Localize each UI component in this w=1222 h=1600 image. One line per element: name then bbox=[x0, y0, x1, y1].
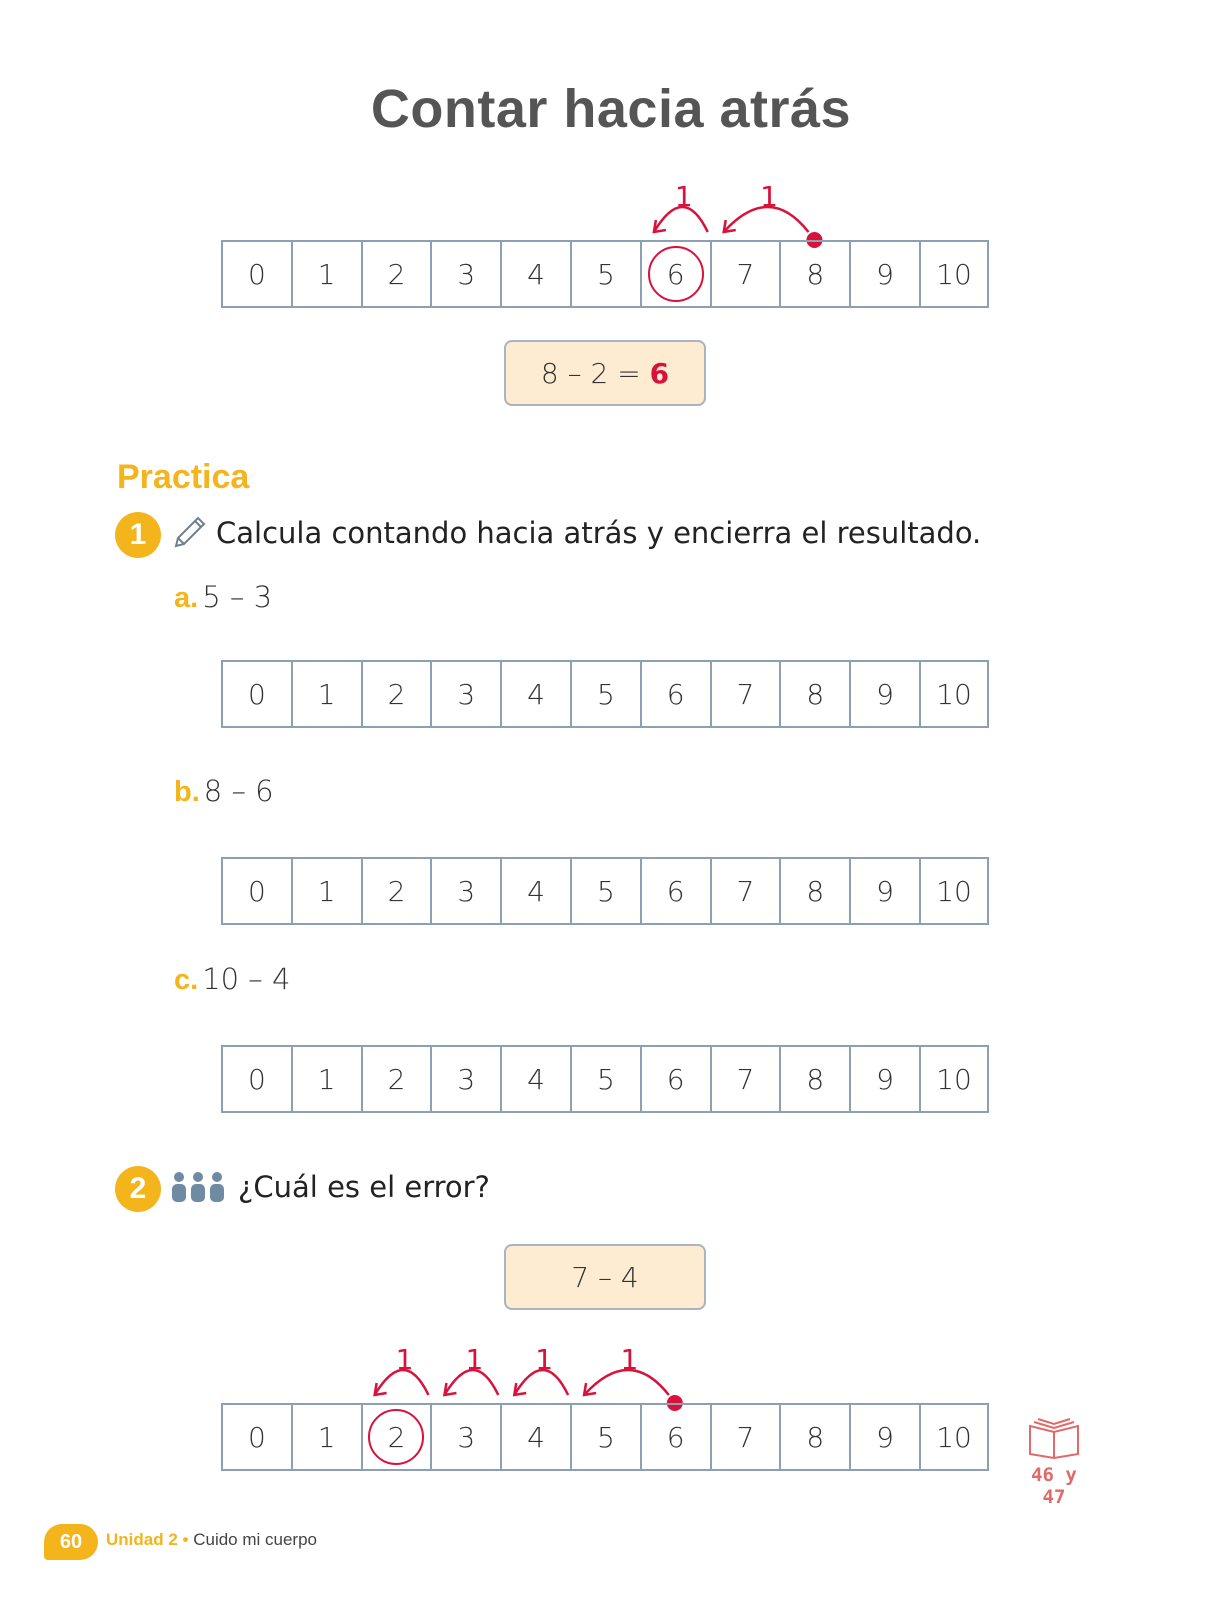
number-cell bbox=[921, 242, 989, 308]
number-cell bbox=[223, 1405, 293, 1471]
book-icon bbox=[1024, 1416, 1084, 1460]
number-cell bbox=[921, 1405, 989, 1471]
number-value: 5 bbox=[596, 1420, 615, 1454]
number-value: 9 bbox=[876, 1062, 894, 1096]
number-value: 2 bbox=[387, 1062, 406, 1096]
number-cell[interactable] bbox=[642, 1047, 712, 1113]
number-cell[interactable] bbox=[781, 859, 851, 925]
number-cell[interactable] bbox=[502, 859, 572, 925]
page-title: Contar hacia atrás bbox=[370, 79, 852, 139]
number-cell[interactable] bbox=[712, 662, 782, 728]
number-value: 4 bbox=[527, 677, 545, 711]
number-value: 10 bbox=[936, 1062, 972, 1096]
exercise-1-instruction: Calcula contando hacia atrás y encierra el resultado. bbox=[216, 516, 982, 550]
number-value: 10 bbox=[936, 1420, 972, 1454]
number-cell bbox=[642, 242, 712, 308]
jump-label: 1 bbox=[535, 1343, 554, 1376]
number-cell bbox=[851, 1405, 921, 1471]
number-cell[interactable] bbox=[363, 662, 433, 728]
number-cell[interactable] bbox=[851, 662, 921, 728]
number-line-error bbox=[221, 1403, 989, 1471]
group-icon bbox=[170, 1170, 226, 1206]
example-number-line bbox=[221, 240, 989, 308]
unit-topic: Cuido mi cuerpo bbox=[193, 1530, 317, 1549]
number-value: 6 bbox=[666, 1420, 685, 1454]
number-value: 6 bbox=[666, 1062, 685, 1096]
number-cell bbox=[363, 242, 433, 308]
number-cell bbox=[712, 242, 782, 308]
number-cell[interactable] bbox=[223, 1047, 293, 1113]
item-b bbox=[174, 774, 274, 809]
number-value: 3 bbox=[457, 677, 476, 711]
expression: 7 – 4 bbox=[571, 1260, 639, 1294]
number-value: 2 bbox=[387, 677, 406, 711]
exercise-2-badge: 2 bbox=[115, 1166, 161, 1212]
number-value: 0 bbox=[247, 677, 266, 711]
number-value: 10 bbox=[936, 874, 972, 908]
number-cell[interactable] bbox=[712, 1047, 782, 1113]
number-cell[interactable] bbox=[781, 662, 851, 728]
number-value: 0 bbox=[247, 1062, 266, 1096]
jump-label: 1 bbox=[620, 1343, 639, 1376]
number-value: 6 bbox=[666, 677, 685, 711]
number-cell bbox=[502, 242, 572, 308]
number-cell bbox=[293, 242, 363, 308]
number-value: 1 bbox=[317, 1062, 336, 1096]
number-value: 9 bbox=[876, 257, 894, 291]
number-cell bbox=[502, 1405, 572, 1471]
number-value: 9 bbox=[876, 1420, 894, 1454]
number-cell[interactable] bbox=[851, 1047, 921, 1113]
number-value: 2 bbox=[368, 1409, 424, 1465]
number-value: 7 bbox=[736, 1420, 755, 1454]
number-value: 3 bbox=[457, 257, 476, 291]
number-cell bbox=[223, 242, 293, 308]
number-cell[interactable] bbox=[642, 662, 712, 728]
number-cell bbox=[781, 1405, 851, 1471]
number-cell[interactable] bbox=[572, 1047, 642, 1113]
number-cell[interactable] bbox=[293, 662, 363, 728]
number-value: 7 bbox=[736, 874, 755, 908]
number-cell bbox=[851, 242, 921, 308]
pencil-icon bbox=[170, 512, 210, 552]
item-letter: c. bbox=[174, 964, 199, 996]
number-value: 5 bbox=[596, 874, 615, 908]
number-cell bbox=[712, 1405, 782, 1471]
number-value: 9 bbox=[876, 874, 894, 908]
jump-label: 1 bbox=[465, 1343, 484, 1376]
number-value: 5 bbox=[596, 677, 615, 711]
number-value: 1 bbox=[317, 257, 336, 291]
number-cell[interactable] bbox=[851, 859, 921, 925]
item-letter: b. bbox=[174, 776, 200, 808]
number-cell[interactable] bbox=[921, 662, 989, 728]
footer-unit bbox=[106, 1530, 317, 1550]
jump-label: 1 bbox=[395, 1343, 414, 1376]
number-value: 2 bbox=[387, 257, 406, 291]
number-value: 2 bbox=[387, 874, 406, 908]
number-value: 5 bbox=[596, 257, 615, 291]
number-cell[interactable] bbox=[502, 1047, 572, 1113]
number-cell[interactable] bbox=[781, 1047, 851, 1113]
number-cell bbox=[572, 242, 642, 308]
number-value: 1 bbox=[317, 677, 336, 711]
exercise-1-badge: 1 bbox=[115, 512, 161, 558]
number-cell[interactable] bbox=[642, 859, 712, 925]
number-value: 6 bbox=[666, 874, 685, 908]
number-value: 1 bbox=[317, 1420, 336, 1454]
number-value: 8 bbox=[806, 257, 825, 291]
number-cell bbox=[432, 242, 502, 308]
number-value: 0 bbox=[247, 1420, 266, 1454]
item-expr: 5 – 3 bbox=[202, 580, 273, 614]
equation-result: 6 bbox=[649, 356, 670, 390]
number-value: 6 bbox=[648, 246, 704, 302]
number-cell bbox=[572, 1405, 642, 1471]
book-reference-label: 46 y 47 bbox=[1031, 1464, 1077, 1508]
number-value: 10 bbox=[936, 677, 972, 711]
unit-separator: • bbox=[182, 1530, 189, 1549]
number-cell bbox=[781, 242, 851, 308]
item-letter: a. bbox=[174, 582, 199, 614]
number-value: 8 bbox=[806, 677, 825, 711]
item-a bbox=[174, 580, 272, 615]
number-cell[interactable] bbox=[572, 859, 642, 925]
section-title: Practica bbox=[117, 458, 250, 496]
number-cell[interactable] bbox=[363, 1047, 433, 1113]
number-cell[interactable] bbox=[921, 1047, 989, 1113]
item-expr: 8 – 6 bbox=[203, 774, 274, 808]
number-cell[interactable] bbox=[223, 662, 293, 728]
exercise-2-expression-box bbox=[504, 1244, 706, 1310]
number-cell[interactable] bbox=[223, 859, 293, 925]
jump-label: 1 bbox=[760, 180, 779, 213]
number-cell bbox=[293, 1405, 363, 1471]
number-value: 10 bbox=[936, 257, 972, 291]
number-cell bbox=[363, 1405, 433, 1471]
number-cell bbox=[642, 1405, 712, 1471]
item-expr: 10 – 4 bbox=[202, 962, 291, 996]
number-cell[interactable] bbox=[572, 662, 642, 728]
number-cell bbox=[432, 1405, 502, 1471]
number-line-b[interactable] bbox=[221, 857, 989, 925]
number-value: 9 bbox=[876, 677, 894, 711]
number-cell[interactable] bbox=[293, 1047, 363, 1113]
number-value: 1 bbox=[317, 874, 336, 908]
number-value: 7 bbox=[736, 257, 755, 291]
book-reference bbox=[1014, 1416, 1094, 1508]
number-value: 4 bbox=[527, 874, 545, 908]
jump-label: 1 bbox=[674, 180, 693, 213]
number-value: 4 bbox=[527, 257, 545, 291]
exercise-2-instruction: ¿Cuál es el error? bbox=[238, 1170, 490, 1204]
unit-label: Unidad 2 bbox=[106, 1530, 178, 1549]
number-cell[interactable] bbox=[293, 859, 363, 925]
number-cell[interactable] bbox=[921, 859, 989, 925]
item-c bbox=[174, 962, 290, 997]
number-value: 7 bbox=[736, 677, 755, 711]
example-equation-box bbox=[504, 340, 706, 406]
number-cell[interactable] bbox=[502, 662, 572, 728]
number-value: 3 bbox=[457, 874, 476, 908]
number-value: 5 bbox=[596, 1062, 615, 1096]
number-value: 3 bbox=[457, 1420, 476, 1454]
number-value: 4 bbox=[527, 1062, 545, 1096]
number-value: 0 bbox=[247, 874, 266, 908]
number-value: 3 bbox=[457, 1062, 476, 1096]
number-value: 8 bbox=[806, 1062, 825, 1096]
number-value: 0 bbox=[247, 257, 266, 291]
number-line-c[interactable] bbox=[221, 1045, 989, 1113]
number-cell[interactable] bbox=[363, 859, 433, 925]
number-cell[interactable] bbox=[712, 859, 782, 925]
number-cell[interactable] bbox=[432, 1047, 502, 1113]
number-line-a[interactable] bbox=[221, 660, 989, 728]
number-value: 8 bbox=[806, 1420, 825, 1454]
number-value: 8 bbox=[806, 874, 825, 908]
equation-left: 8 – 2 = bbox=[540, 356, 641, 390]
page-number: 60 bbox=[44, 1524, 98, 1560]
number-cell[interactable] bbox=[432, 859, 502, 925]
number-cell[interactable] bbox=[432, 662, 502, 728]
number-value: 7 bbox=[736, 1062, 755, 1096]
number-value: 4 bbox=[527, 1420, 545, 1454]
